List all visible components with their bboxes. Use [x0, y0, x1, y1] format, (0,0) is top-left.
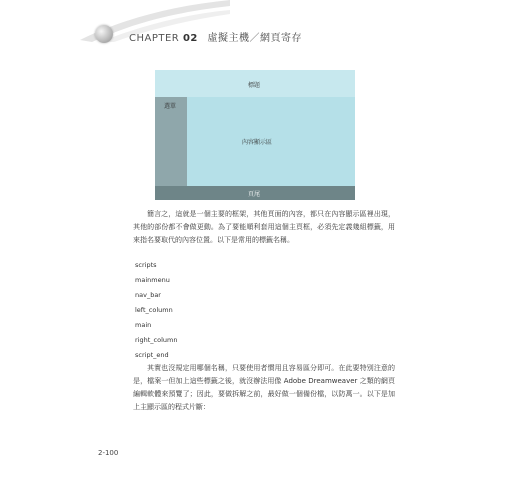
layout-menu-label: 選單 [164, 103, 177, 110]
tag-name-item: left_column [135, 306, 173, 314]
chapter-label: CHAPTER [129, 33, 180, 44]
layout-footer-region [155, 186, 355, 200]
chapter-number: 02 [182, 33, 198, 44]
tag-name-item: right_column [135, 336, 178, 344]
tag-name-item: main [135, 321, 152, 329]
page-header [0, 0, 520, 60]
globe-icon [95, 25, 113, 43]
body-paragraph-1: 簡言之，這就是一個主要的框架，其他頁面的內容，都只在內容顯示區裡出現，其他的部份都不會做更動。為了要能順利套用這個主頁框，必須先定義幾組標籤，用來指名要取代的內容位置。以下是常用的標籤名稱。 [133, 210, 395, 244]
page-number: 2-100 [98, 449, 119, 457]
body-paragraph-2: 其實也沒規定用哪個名稱，只要使用者慣用且容易區分即可。在此要特別注意的是，檔案一但加上這些標籤之後，就沒辦法用像 Adobe Dreamweaver 之類的網頁編輯軟體來預覽了；因此，要做拆解之前，最好做一個備份檔，以防萬一。以下是加上主顯示區的程式片斷： [133, 364, 395, 411]
chapter-title: 虛擬主機／網頁寄存 [207, 33, 303, 44]
layout-header-label: 標題 [248, 82, 261, 89]
layout-header-region [155, 70, 355, 97]
layout-content-region [187, 97, 355, 186]
layout-content-label: 內容顯示區 [242, 139, 273, 146]
tag-name-list [135, 258, 177, 363]
tag-name-item: nav_bar [135, 291, 161, 299]
chapter-heading [129, 29, 302, 44]
tag-name-item: script_end [135, 351, 169, 359]
tag-name-item: scripts [135, 261, 157, 269]
layout-footer-label: 頁尾 [248, 191, 261, 198]
layout-diagram [155, 70, 355, 200]
layout-menu-region [155, 97, 187, 186]
tag-name-item: mainmenu [135, 276, 170, 284]
